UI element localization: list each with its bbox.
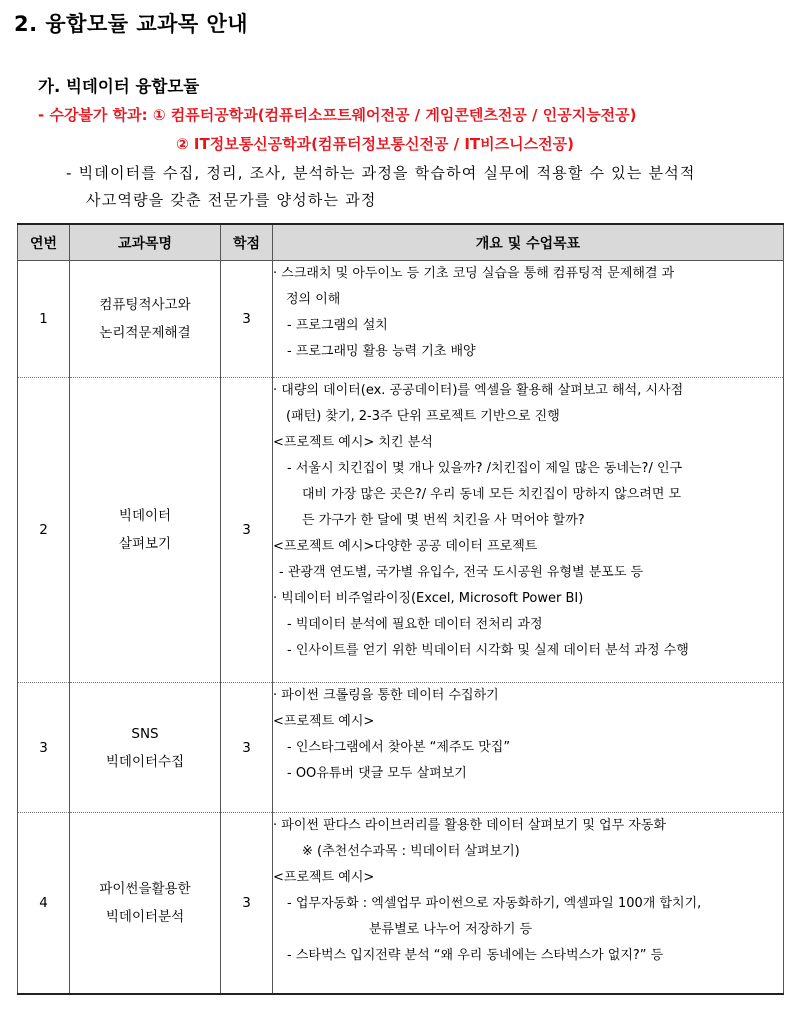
overview-line: ※ (추천선수과목 : 빅데이터 살펴보기)	[302, 844, 520, 859]
overview-line: · 파이썬 판다스 라이브러리를 활용한 데이터 살펴보기 및 업무 자동화	[273, 818, 666, 833]
overview-line: 정의 이해	[286, 292, 341, 307]
row-course	[70, 261, 221, 378]
row-course	[70, 813, 221, 994]
overview-line: - 프로그래밍 활용 능력 기초 배양	[287, 344, 476, 359]
header-course: 교과목명	[70, 224, 221, 261]
row-no: 4	[18, 813, 70, 994]
overview-line: · 스크래치 및 아두이노 등 기초 코딩 실습을 통해 컴퓨팅적 문제해결 과	[273, 266, 675, 281]
overview-line: <프로젝트 예시>	[273, 714, 375, 729]
row-no: 2	[18, 378, 70, 683]
overview-line: - 인사이트를 얻기 위한 빅데이터 시각화 및 실제 데이터 분석 과정 수행	[287, 643, 689, 658]
table-row	[18, 683, 784, 813]
overview-line: <프로젝트 예시>다양한 공공 데이터 프로젝트	[273, 539, 538, 554]
course-name-line: 빅데이터수집	[105, 753, 185, 770]
course-name-line: SNS	[131, 725, 159, 742]
overview-line: · 빅데이터 비주얼라이징(Excel, Microsoft Power BI)	[273, 591, 584, 606]
overview-line: - 인스타그램에서 찾아본 “제주도 맛집”	[287, 740, 511, 755]
course-name-line: 컴퓨팅적사고와	[99, 297, 191, 313]
overview-line: · 파이썬 크롤링을 통한 데이터 수집하기	[273, 688, 499, 703]
row-course	[70, 378, 221, 683]
row-overview	[273, 261, 784, 378]
overview-line: - 서울시 치킨집이 몇 개나 있을까? /치킨집이 제일 많은 동네는?/ 인구	[287, 461, 683, 476]
row-no: 3	[18, 683, 70, 813]
table-header-row	[18, 224, 784, 261]
row-overview	[273, 683, 784, 813]
course-table	[17, 223, 784, 995]
row-overview	[273, 813, 784, 994]
overview-line: · 대량의 데이터(ex. 공공데이터)를 엑셀을 활용해 살펴보고 해석, 시사점	[273, 383, 684, 398]
course-name-line: 빅데이터분석	[105, 908, 185, 925]
overview-line: - 관광객 연도별, 국가별 유입수, 전국 도시공원 유형별 분포도 등	[279, 565, 644, 580]
row-credit: 3	[221, 813, 273, 994]
module-title: 가. 빅데이터 융합모듈	[38, 77, 200, 96]
course-name-line: 빅데이터	[118, 508, 172, 524]
table-row	[18, 378, 784, 683]
table-row	[18, 261, 784, 378]
overview-line: - 업무자동화 : 엑셀업무 파이썬으로 자동화하기, 엑셀파일 100개 합치기,	[287, 896, 702, 911]
overview-line: 대비 가장 많은 곳은?/ 우리 동네 모든 치킨집이 망하지 않으려면 모	[302, 487, 682, 502]
restriction-line-1: - 수강불가 학과: ① 컴퓨터공학과(컴퓨터소프트웨어전공 / 게임콘텐츠전공 / 인공지능전공)	[38, 106, 637, 124]
overview-line: - 빅데이터 분석에 필요한 데이터 전처리 과정	[287, 617, 543, 632]
row-credit: 3	[221, 683, 273, 813]
description-line-1: - 빅데이터를 수집, 정리, 조사, 분석하는 과정을 학습하여 실무에 적용할 수 있는 분석적	[66, 164, 696, 182]
overview-line: (패턴) 찾기, 2-3주 단위 프로젝트 기반으로 진행	[286, 409, 560, 424]
overview-line: - 프로그램의 설치	[287, 318, 388, 333]
row-credit: 3	[221, 378, 273, 683]
overview-line: 분류별로 나누어 저장하기 등	[369, 922, 533, 937]
description-line-2: 사고역량을 갖춘 전문가를 양성하는 과정	[86, 191, 377, 209]
row-overview	[273, 378, 784, 683]
restriction-line-2: ② IT정보통신공학과(컴퓨터정보통신전공 / IT비즈니스전공)	[176, 135, 574, 153]
row-credit: 3	[221, 261, 273, 378]
table-row	[18, 813, 784, 994]
overview-line: - 스타벅스 입지전략 분석 “왜 우리 동네에는 스타벅스가 없지?” 등	[287, 948, 664, 963]
course-name-line: 논리적문제해결	[99, 325, 191, 341]
course-name-line: 파이썬을활용한	[99, 880, 191, 897]
header-no: 연번	[18, 224, 70, 261]
course-name-line: 살펴보기	[118, 536, 172, 552]
row-course	[70, 683, 221, 813]
header-credit: 학점	[221, 224, 273, 261]
overview-line: <프로젝트 예시>	[273, 870, 375, 885]
overview-line: 든 가구가 한 달에 몇 번씩 치킨을 사 먹어야 할까?	[302, 513, 585, 528]
section-title: 2. 융합모듈 교과목 안내	[14, 12, 249, 36]
row-no: 1	[18, 261, 70, 378]
overview-line: - OO유튜버 댓글 모두 살펴보기	[287, 766, 467, 781]
overview-line: <프로젝트 예시> 치킨 분석	[273, 435, 433, 450]
header-overview: 개요 및 수업목표	[273, 224, 784, 261]
